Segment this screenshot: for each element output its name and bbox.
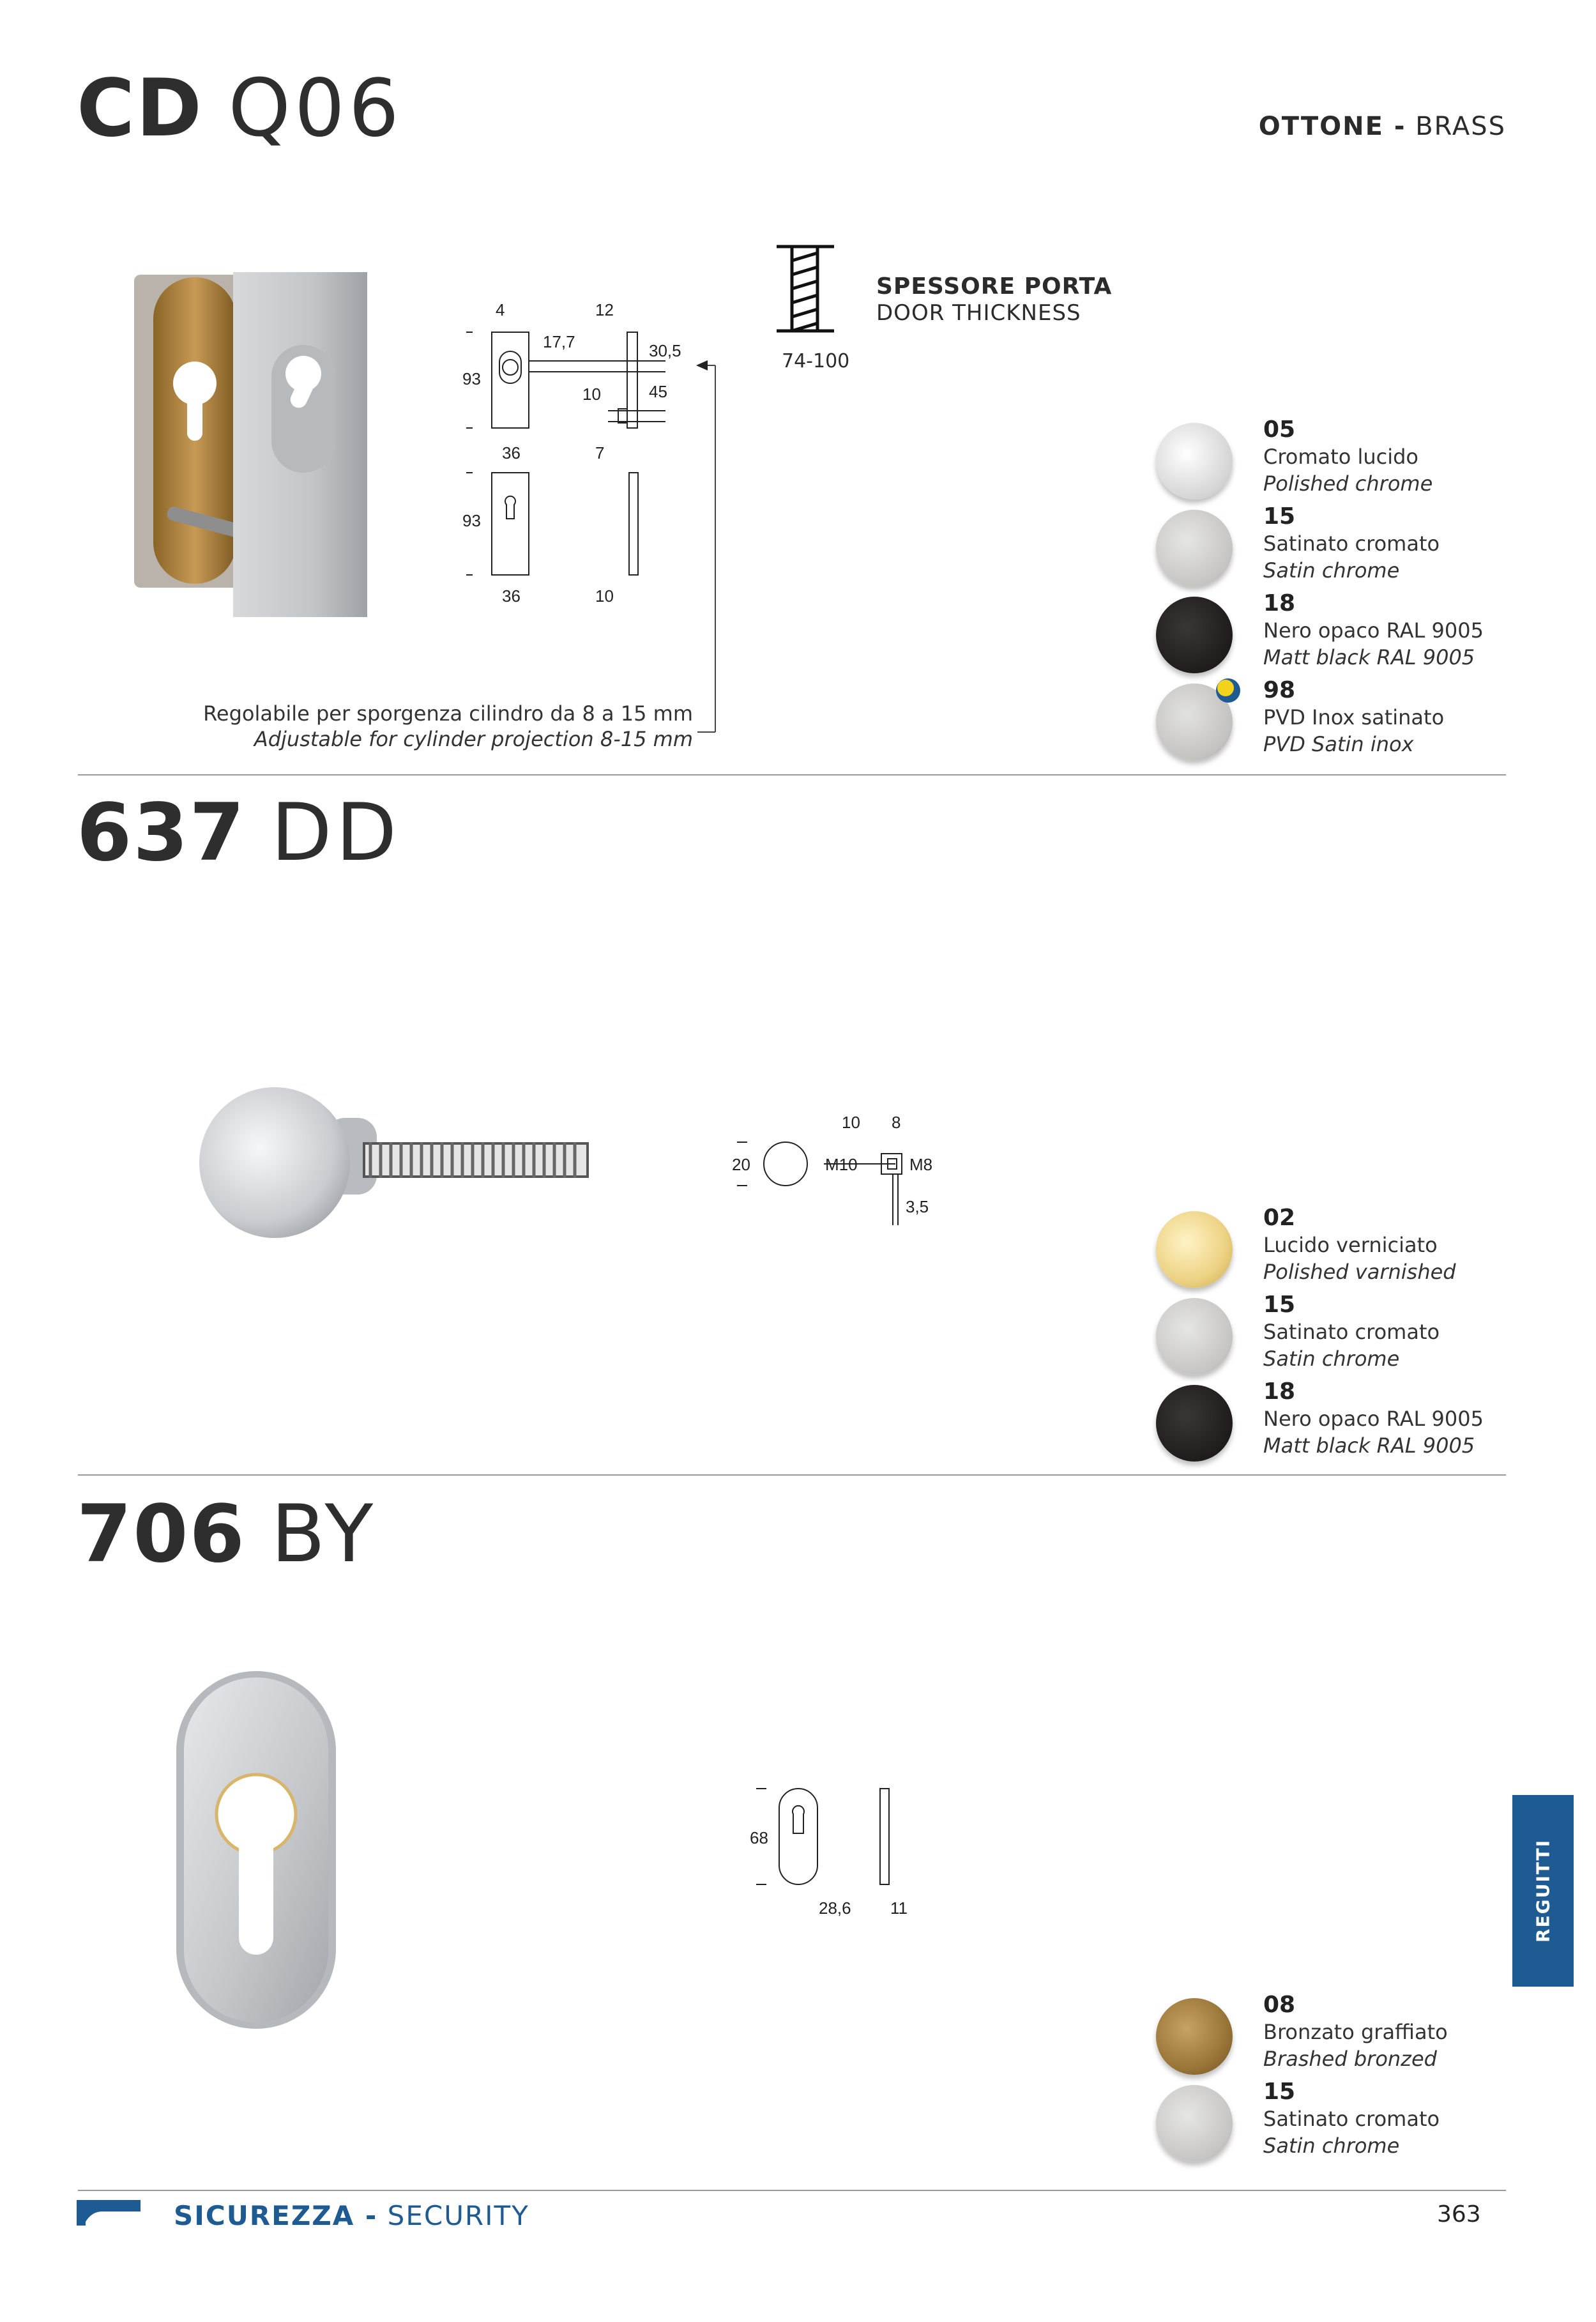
pvd-badge-icon [1215, 677, 1242, 704]
finish-swatch [1156, 510, 1233, 586]
finish-name-en: Satin chrome [1263, 1347, 1400, 1371]
finish-name-en: Matt black RAL 9005 [1263, 1433, 1475, 1458]
finish-code: 05 [1263, 416, 1296, 443]
dim-label: 11 [890, 1898, 908, 1918]
material-it: OTTONE - [1258, 112, 1406, 141]
finish-code: 15 [1263, 2079, 1296, 2105]
finish-code: 98 [1263, 677, 1296, 703]
product-title-637-dd [77, 787, 401, 879]
finish-name-it: Nero opaco RAL 9005 [1263, 1407, 1484, 1431]
product-code: 706 [77, 1488, 246, 1580]
finish-swatch [1156, 1385, 1233, 1462]
dim-label: 36 [502, 443, 521, 462]
product-photo-706-by [172, 1667, 345, 2038]
dim-label: 45 [649, 382, 667, 401]
dim-label: 17,7 [543, 332, 575, 351]
finish-name-en: Matt black RAL 9005 [1263, 645, 1475, 669]
finish-name-it: Bronzato graffiato [1263, 2020, 1448, 2044]
dim-label: 10 [842, 1113, 860, 1132]
product-name: BY [271, 1488, 377, 1580]
material-en: BRASS [1415, 112, 1506, 141]
finish-swatch [1156, 2085, 1233, 2162]
product-code: 637 [77, 787, 246, 879]
dim-label: 8 [892, 1113, 901, 1132]
dim-label: 93 [462, 511, 481, 530]
finish-code: 08 [1263, 1992, 1296, 2018]
dim-label: 7 [595, 443, 605, 462]
product-code: CD [77, 63, 203, 155]
finish-name-en: Brashed bronzed [1263, 2047, 1437, 2071]
door-thickness-value: 74-100 [782, 350, 850, 372]
footer-divider [78, 2190, 1506, 2191]
dim-label: M8 [909, 1155, 933, 1174]
finish-code: 18 [1263, 590, 1296, 616]
dim-label: 28,6 [819, 1898, 851, 1918]
dim-label: 93 [462, 369, 481, 388]
section-divider [78, 774, 1506, 775]
finish-name-en: Satin chrome [1263, 2134, 1400, 2158]
finish-name-en: Satin chrome [1263, 558, 1400, 583]
finish-swatch [1156, 423, 1233, 500]
brand-logo-icon [77, 2200, 141, 2228]
footer-section-en: SECURITY [387, 2200, 529, 2231]
finish-swatch [1156, 597, 1233, 673]
dim-label: M10 [825, 1155, 858, 1174]
finish-code: 18 [1263, 1379, 1296, 1405]
dim-label: 10 [582, 385, 601, 404]
product-photo-637-dd [198, 1080, 600, 1252]
section-divider [78, 1474, 1506, 1476]
note-english: Adjustable for cylinder projection 8-15 mm [254, 727, 693, 751]
product-photo-cd-q06 [128, 268, 383, 626]
finish-swatch [1156, 1298, 1233, 1375]
dim-label: 36 [502, 586, 521, 606]
technical-drawing-706-by [747, 1782, 913, 1916]
dim-label: 12 [595, 300, 614, 319]
product-name: Q06 [228, 63, 403, 155]
finish-name-it: Nero opaco RAL 9005 [1263, 618, 1484, 643]
finish-swatch [1156, 1211, 1233, 1288]
finish-name-en: Polished varnished [1263, 1260, 1456, 1284]
finish-code: 15 [1263, 1292, 1296, 1318]
side-tab-brand[interactable] [1512, 1795, 1574, 1987]
door-thickness-subtitle: DOOR THICKNESS [876, 300, 1081, 326]
finish-swatch [1156, 1998, 1233, 2075]
note-italian: Regolabile per sporgenza cilindro da 8 a 15 mm [203, 701, 693, 726]
material-label [1259, 112, 1506, 141]
note-arrow [696, 358, 722, 741]
finish-name-it: Cromato lucido [1263, 445, 1418, 469]
finish-code: 15 [1263, 503, 1296, 530]
technical-drawing-cd-q06 [460, 300, 728, 620]
product-title-cd-q06 [77, 63, 403, 155]
finish-name-it: Satinato cromato [1263, 1320, 1440, 1344]
dim-label: 10 [595, 586, 614, 606]
side-tab-label: REGUITTI [1532, 1838, 1554, 1943]
dim-label: 20 [732, 1155, 750, 1174]
finish-name-it: Lucido verniciato [1263, 1233, 1438, 1257]
finish-name-en: Polished chrome [1263, 471, 1433, 496]
dim-label: 4 [496, 300, 505, 319]
dim-label: 3,5 [906, 1197, 929, 1216]
finish-code: 02 [1263, 1205, 1296, 1231]
footer-section-it: SICUREZZA - [174, 2200, 378, 2231]
page-number: 363 [1437, 2201, 1481, 2227]
product-title-706-by [77, 1488, 377, 1580]
finish-name-it: PVD Inox satinato [1263, 705, 1445, 729]
product-name: DD [271, 787, 401, 879]
door-thickness-icon [770, 241, 840, 337]
dim-label: 30,5 [649, 341, 681, 360]
finish-name-en: PVD Satin inox [1263, 732, 1414, 756]
dim-label: 68 [750, 1828, 768, 1847]
finish-name-it: Satinato cromato [1263, 531, 1440, 556]
finish-name-it: Satinato cromato [1263, 2107, 1440, 2131]
footer-section [174, 2200, 529, 2231]
door-thickness-title: SPESSORE PORTA [876, 273, 1113, 300]
